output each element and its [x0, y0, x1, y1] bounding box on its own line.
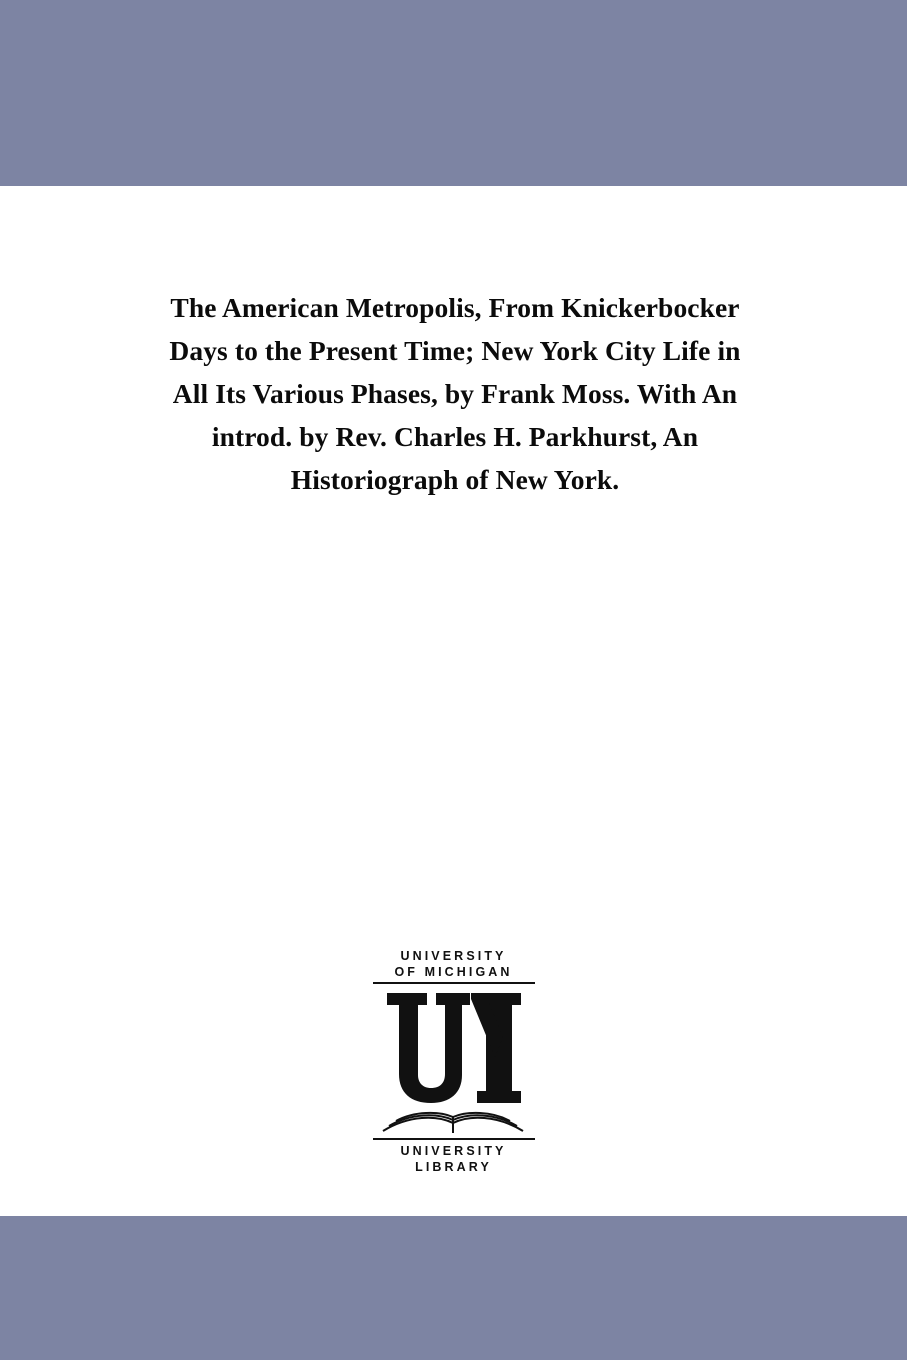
logo-line-university: UNIVERSITY: [400, 949, 507, 963]
bottom-color-band: [0, 1216, 907, 1360]
logo-divider-top: [373, 982, 535, 984]
open-book-icon: [373, 1109, 535, 1135]
publisher-logo: [0, 948, 907, 1175]
page-title: The American Metropolis, From Knickerbocker Days to the Present Time; New York City Life in All Its Various Phases, by Frank Moss. With An introd. by Rev. Charles H. Parkhurst, An Historiograph of New York.: [169, 292, 741, 495]
title-block: [160, 286, 750, 501]
top-color-band: [0, 0, 907, 186]
cover-content-area: [0, 186, 907, 1216]
logo-line-library: LIBRARY: [415, 1159, 492, 1174]
logo-divider-bottom: [373, 1138, 535, 1140]
logo-line-of-michigan: OF MICHIGAN: [394, 965, 513, 979]
um-block-m-monogram-icon: [373, 989, 535, 1107]
logo-line-university-2: UNIVERSITY: [400, 1143, 507, 1158]
